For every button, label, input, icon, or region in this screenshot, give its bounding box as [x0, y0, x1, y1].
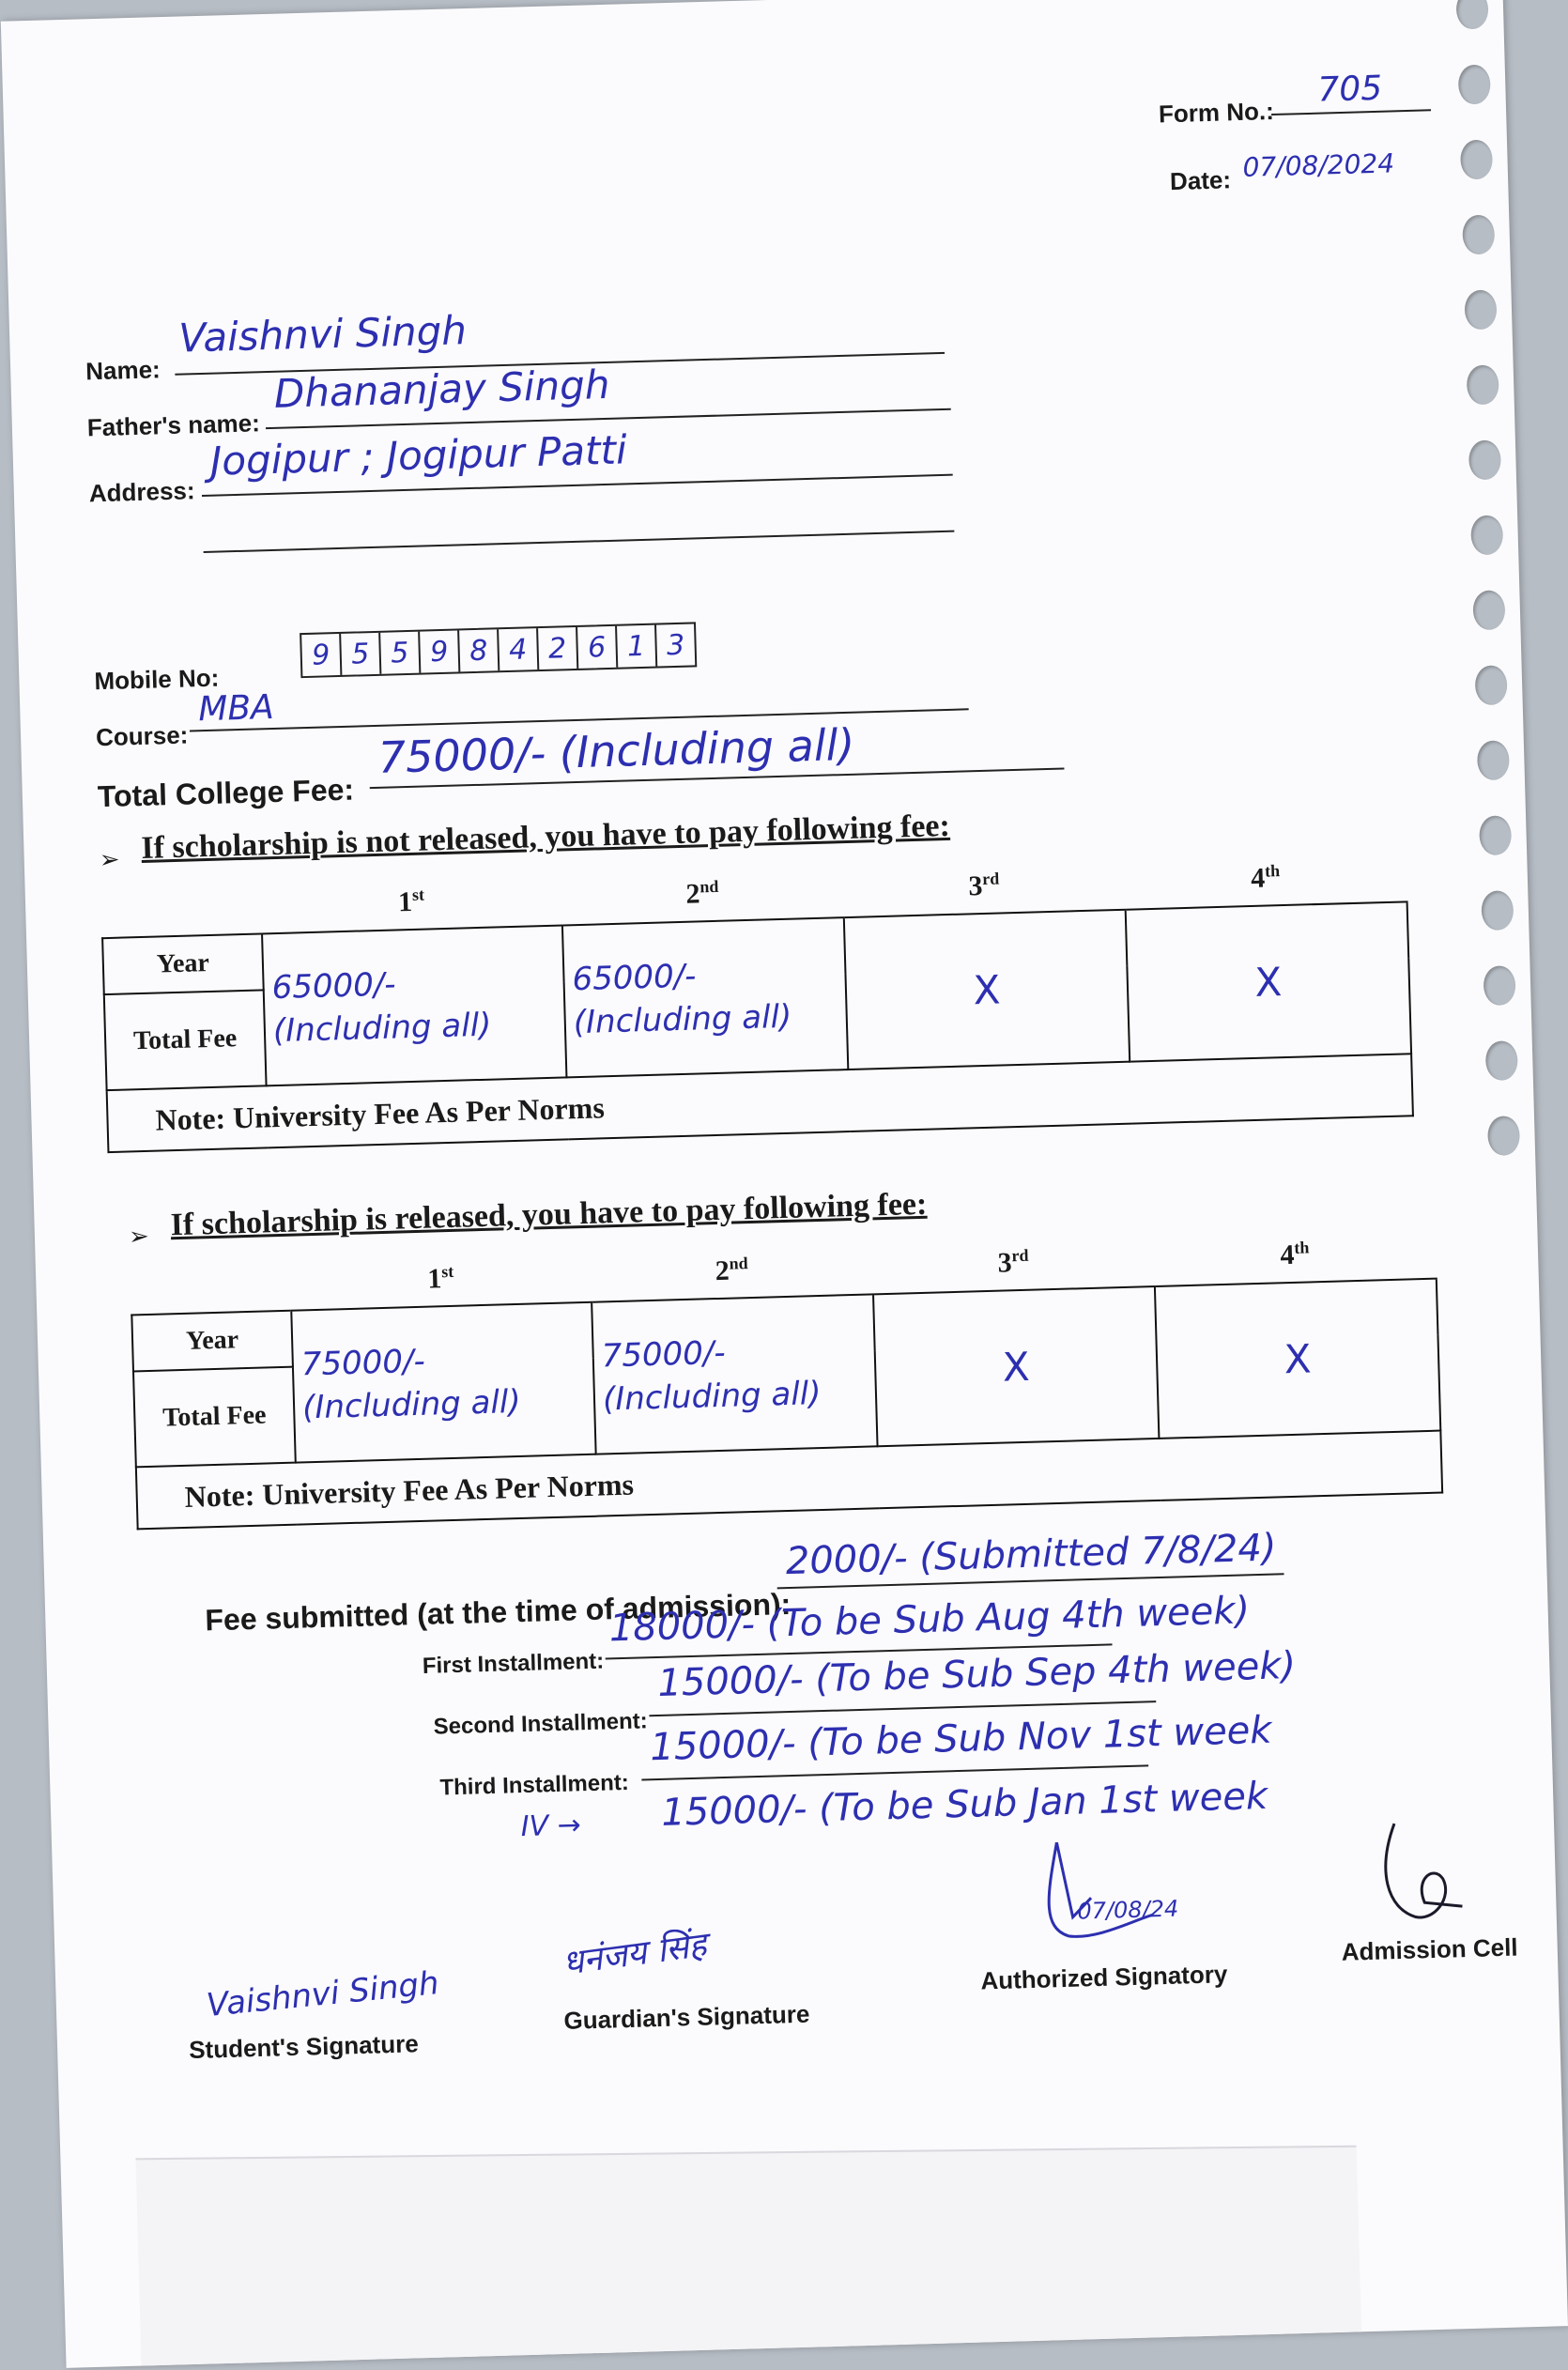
- first-installment-value: 18000/- (To be Sub Aug 4th week): [608, 1589, 1251, 1651]
- mobile-digit: 4: [499, 628, 539, 670]
- year-header-2: 2nd: [590, 1239, 873, 1301]
- bullet-arrow-icon: ➢: [99, 844, 120, 874]
- university-fee-note: Note: University Fee As Per Norms: [107, 1054, 1413, 1152]
- mobile-digit-boxes: [300, 622, 697, 678]
- mobile-digit: 1: [617, 625, 657, 668]
- fee-table-released: [130, 1223, 1443, 1531]
- binder-hole: [1470, 515, 1503, 555]
- year-header-4: 4th: [1153, 1223, 1437, 1286]
- course-value: MBA: [197, 687, 275, 730]
- first-installment-label: First Installment:: [422, 1648, 605, 1679]
- form-no-label: Form No.:: [1158, 96, 1275, 129]
- address-value: Jogipur ; Jogipur Patti: [209, 426, 628, 485]
- form-sheet: [1, 0, 1568, 2368]
- mobile-digit: 9: [301, 634, 342, 676]
- mobile-digit: 6: [577, 626, 618, 669]
- binder-hole: [1481, 890, 1514, 931]
- fee-cell-year-4: X: [1126, 901, 1411, 1061]
- binder-hole: [1483, 965, 1516, 1006]
- student-signature: Vaishnvi Singh: [205, 1964, 441, 2025]
- mobile-digit: 8: [459, 629, 500, 671]
- year-header-1: 1st: [290, 1247, 592, 1311]
- total-fee-label: Total College Fee:: [97, 772, 355, 814]
- binder-hole: [1464, 289, 1497, 330]
- address-line-2: [204, 531, 955, 553]
- total-fee-row-label: Total Fee: [104, 990, 267, 1090]
- binder-hole: [1475, 665, 1508, 705]
- fee-cell-year-3: X: [873, 1286, 1159, 1446]
- total-fee-row-label: Total Fee: [133, 1367, 296, 1468]
- course-label: Course:: [95, 720, 189, 752]
- released-heading: If scholarship is released, you have to pay following fee:: [170, 1186, 928, 1243]
- third-installment-label: Third Installment:: [439, 1769, 630, 1801]
- form-no-line: [1271, 109, 1431, 115]
- third-installment-value: 15000/- (To be Sub Nov 1st week: [649, 1708, 1273, 1770]
- not-released-heading: If scholarship is not released, you have to pay following fee:: [140, 808, 951, 866]
- binder-hole: [1467, 364, 1499, 405]
- mobile-digit: 9: [420, 630, 460, 672]
- father-name-value: Dhananjay Singh: [273, 361, 611, 417]
- fee-cell-year-1: 75000/- (Including all): [291, 1302, 595, 1463]
- binder-hole: [1472, 590, 1505, 630]
- year-row-label: Year: [131, 1311, 293, 1372]
- year-header-4: 4th: [1124, 846, 1407, 909]
- mobile-digit: 5: [341, 633, 381, 675]
- total-fee-value: 75000/- (Including all): [377, 718, 856, 783]
- date-value: 07/08/2024: [1242, 147, 1395, 183]
- second-installment-value: 15000/- (To be Sub Sep 4th week): [656, 1643, 1297, 1705]
- mobile-digit: 5: [380, 632, 421, 674]
- fee-cell-year-2: 75000/- (Including all): [592, 1294, 877, 1454]
- fee-cell-year-1: 65000/- (Including all): [262, 925, 566, 1085]
- bullet-arrow-icon: ➢: [128, 1221, 150, 1251]
- admission-fee-value: 2000/- (Submitted 7/8/24): [785, 1526, 1278, 1584]
- binder-hole: [1487, 1116, 1520, 1156]
- student-signature-label: Student's Signature: [188, 2029, 420, 2065]
- admission-cell-signature-mark: [1357, 1811, 1492, 1937]
- spacer-cell: [131, 1255, 292, 1316]
- mobile-label: Mobile No:: [94, 663, 220, 696]
- year-row-label: Year: [102, 933, 264, 994]
- fourth-installment-prefix: IV →: [520, 1808, 582, 1844]
- second-installment-label: Second Installment:: [433, 1708, 649, 1740]
- father-name-label: Father's name:: [86, 408, 261, 442]
- guardian-signature-label: Guardian's Signature: [563, 1999, 810, 2035]
- binder-hole: [1468, 439, 1501, 480]
- binder-hole: [1485, 1040, 1518, 1081]
- year-header-2: 2nd: [561, 862, 844, 925]
- mobile-digit: 3: [666, 628, 685, 662]
- name-value: Vaishnvi Singh: [177, 307, 468, 362]
- fee-cell-year-2: 65000/- (Including all): [562, 917, 848, 1077]
- date-label: Date:: [1169, 165, 1232, 196]
- guardian-signature: धनंजय सिंह: [560, 1925, 709, 1983]
- admission-cell-label: Admission Cell: [1341, 1932, 1518, 1966]
- form-no-value: 705: [1316, 69, 1383, 110]
- binder-hole: [1460, 140, 1493, 180]
- binder-hole: [1462, 214, 1495, 254]
- binder-hole: [1458, 65, 1491, 105]
- fee-cell-year-4: X: [1155, 1279, 1440, 1439]
- binder-hole: [1477, 740, 1510, 780]
- binder-hole: [1479, 815, 1512, 855]
- spacer-cell: [100, 878, 262, 938]
- year-header-3: 3rd: [871, 1231, 1155, 1294]
- fee-table-not-released: [100, 846, 1413, 1153]
- binder-hole: [1455, 0, 1488, 30]
- folded-corner: [135, 2146, 1362, 2368]
- authorized-signature-date: 07/08/24: [1077, 1895, 1179, 1925]
- university-fee-note: Note: University Fee As Per Norms: [136, 1431, 1442, 1530]
- authorized-signature-mark: [1000, 1829, 1191, 1957]
- name-label: Name:: [85, 355, 161, 386]
- admission-fee-label: Fee submitted (at the time of admission):: [204, 1586, 792, 1638]
- year-header-3: 3rd: [842, 854, 1126, 917]
- fee-cell-year-3: X: [844, 910, 1130, 1070]
- mobile-digit: 2: [538, 627, 578, 669]
- authorized-signatory-label: Authorized Signatory: [980, 1960, 1228, 1995]
- year-header-1: 1st: [260, 870, 562, 934]
- fourth-installment-value: 15000/- (To be Sub Jan 1st week: [660, 1774, 1268, 1835]
- address-label: Address:: [88, 476, 195, 508]
